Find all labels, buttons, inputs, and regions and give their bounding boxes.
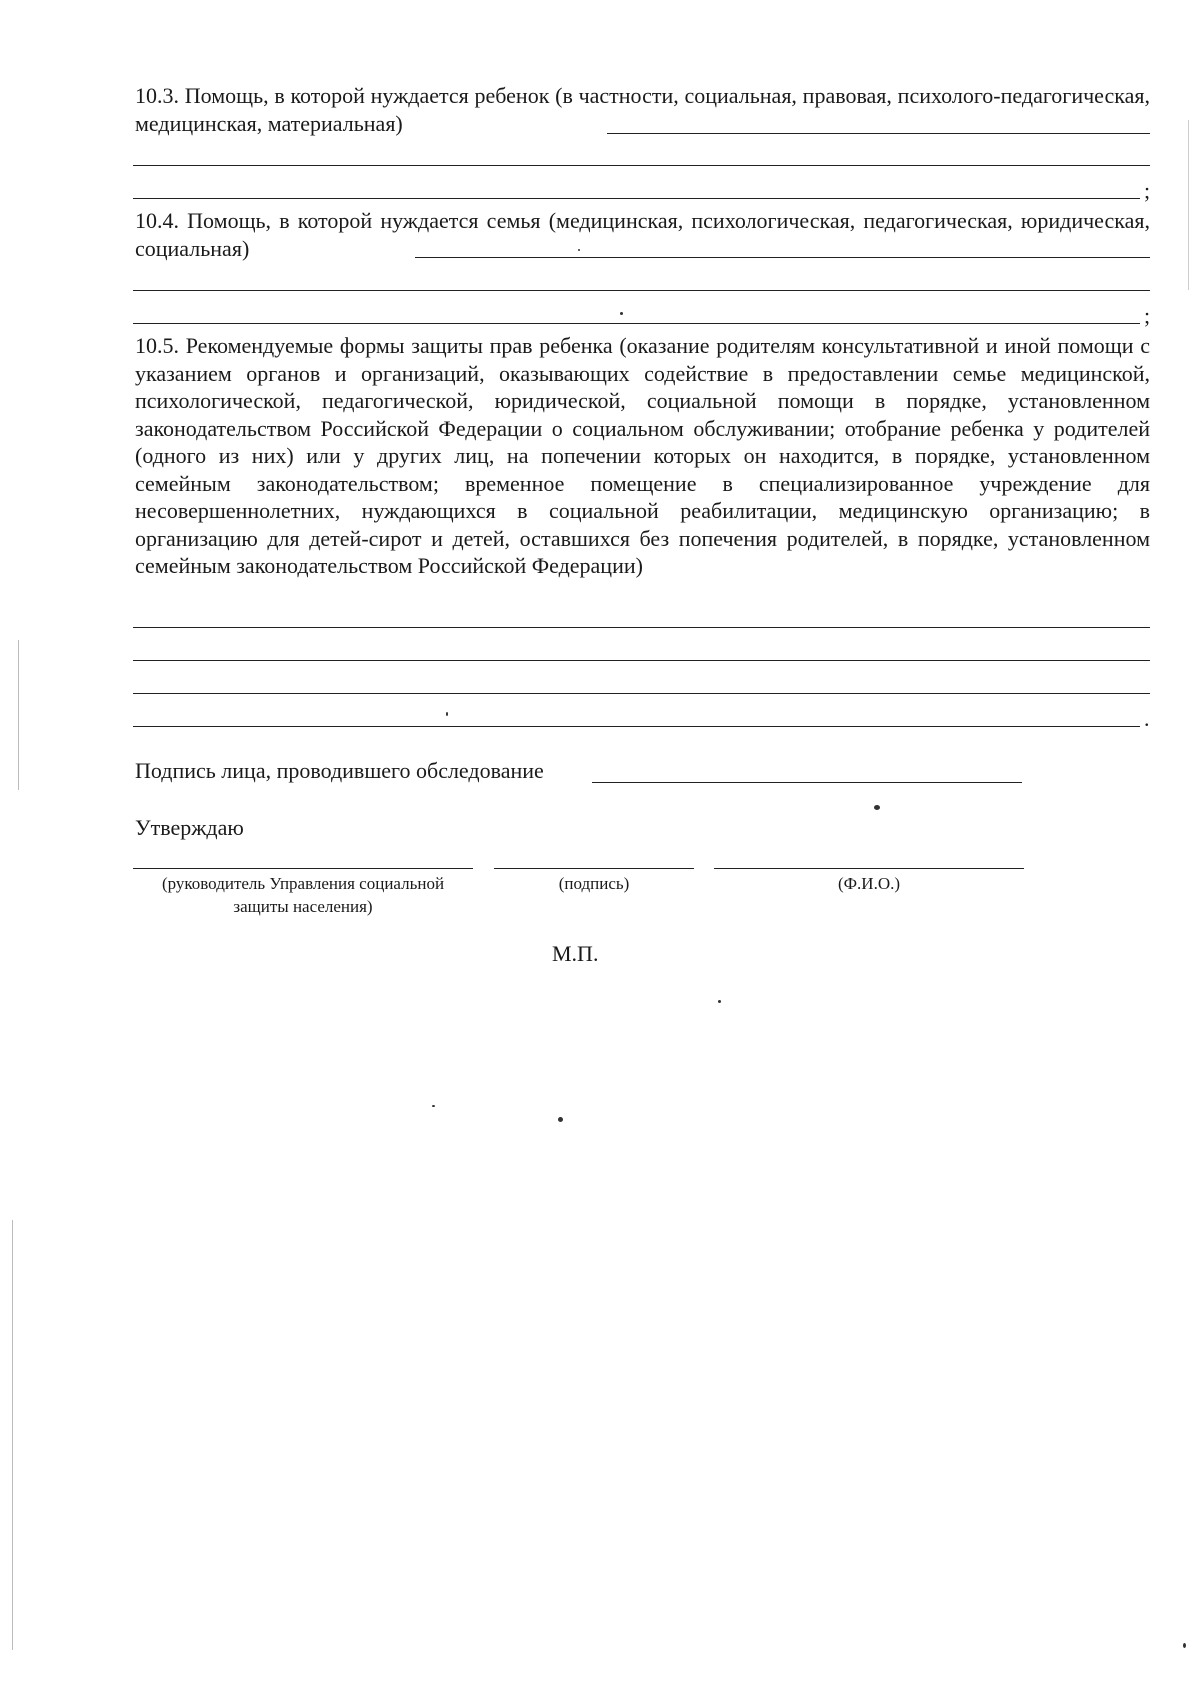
scan-speck — [446, 712, 448, 716]
scan-margin-mark — [18, 640, 19, 790]
section-10-4-field-line-1[interactable] — [415, 257, 1150, 258]
section-10-5-field-line-4[interactable] — [133, 726, 1140, 727]
section-10-5-text: 10.5. Рекомендуемые формы защиты прав ребенка (оказание родителям консультативной и иной помощи с указанием органов и организаций, оказывающих содействие в предоставлении семье медицинской, психологической, педагогической, юридической, социальной помощи в порядке, установленном законодательством Российской Федерации о социальном обслуживании; отобрание ребенка у родителей (одного из них) или у других лиц, на попечении которых он находится, в порядке, установленном семейным законодательством; временное помещение в специализированное учреждение для несовершеннолетних, нуждающихся в социальной реабилитации, медицинскую организацию; в организацию для детей-сирот и детей, оставшихся без попечения родителей, в порядке, установленном семейным законодательством Российской Федерации) — [135, 333, 1150, 578]
scan-speck — [578, 249, 580, 251]
section-10-5-field-line-3[interactable] — [133, 693, 1150, 694]
stamp-place-label: М.П. — [552, 941, 599, 966]
approval-signature-caption: (подпись) — [558, 874, 630, 893]
section-10-3-field-line-3[interactable] — [133, 198, 1140, 199]
approval-label: Утверждаю — [135, 815, 244, 840]
signature-field-line[interactable] — [592, 782, 1022, 783]
section-10-5-field-line-2[interactable] — [133, 660, 1150, 661]
approval-signature-line[interactable] — [494, 868, 694, 869]
section-10-4-terminator: ; — [1144, 303, 1151, 328]
scan-speck — [718, 1000, 721, 1003]
scan-margin-mark — [12, 1220, 13, 1650]
section-10-3-terminator: ; — [1144, 178, 1151, 203]
approval-head-caption: (руководитель Управления социальной защиты населения) — [161, 874, 445, 916]
approval-head-line[interactable] — [133, 868, 473, 869]
section-10-4-text: 10.4. Помощь, в которой нуждается семья (медицинская, психологическая, педагогическая, юридическая, социальная) — [135, 208, 1150, 261]
scan-margin-mark — [1188, 120, 1189, 290]
scan-speck — [432, 1105, 435, 1107]
section-10-5-terminator: . — [1144, 706, 1150, 731]
section-10-4 — [135, 207, 1150, 262]
signature-label: Подпись лица, проводившего обследование — [135, 758, 544, 783]
scan-speck — [874, 805, 880, 810]
section-10-3-field-line-1[interactable] — [607, 133, 1150, 134]
section-10-3-text: 10.3. Помощь, в которой нуждается ребенок (в частности, социальная, правовая, психолого-педагогическая, медицинская, материальная) — [135, 83, 1150, 136]
scan-speck — [620, 312, 623, 315]
scan-speck — [1183, 1643, 1186, 1648]
approval-name-caption: (Ф.И.О.) — [837, 874, 901, 893]
section-10-3 — [135, 82, 1150, 137]
section-10-3-field-line-2[interactable] — [133, 165, 1150, 166]
section-10-4-field-line-2[interactable] — [133, 290, 1150, 291]
section-10-4-field-line-3[interactable] — [133, 323, 1140, 324]
section-10-5 — [135, 332, 1150, 580]
scan-speck — [558, 1117, 563, 1122]
approval-name-line[interactable] — [714, 868, 1024, 869]
section-10-5-field-line-1[interactable] — [133, 627, 1150, 628]
